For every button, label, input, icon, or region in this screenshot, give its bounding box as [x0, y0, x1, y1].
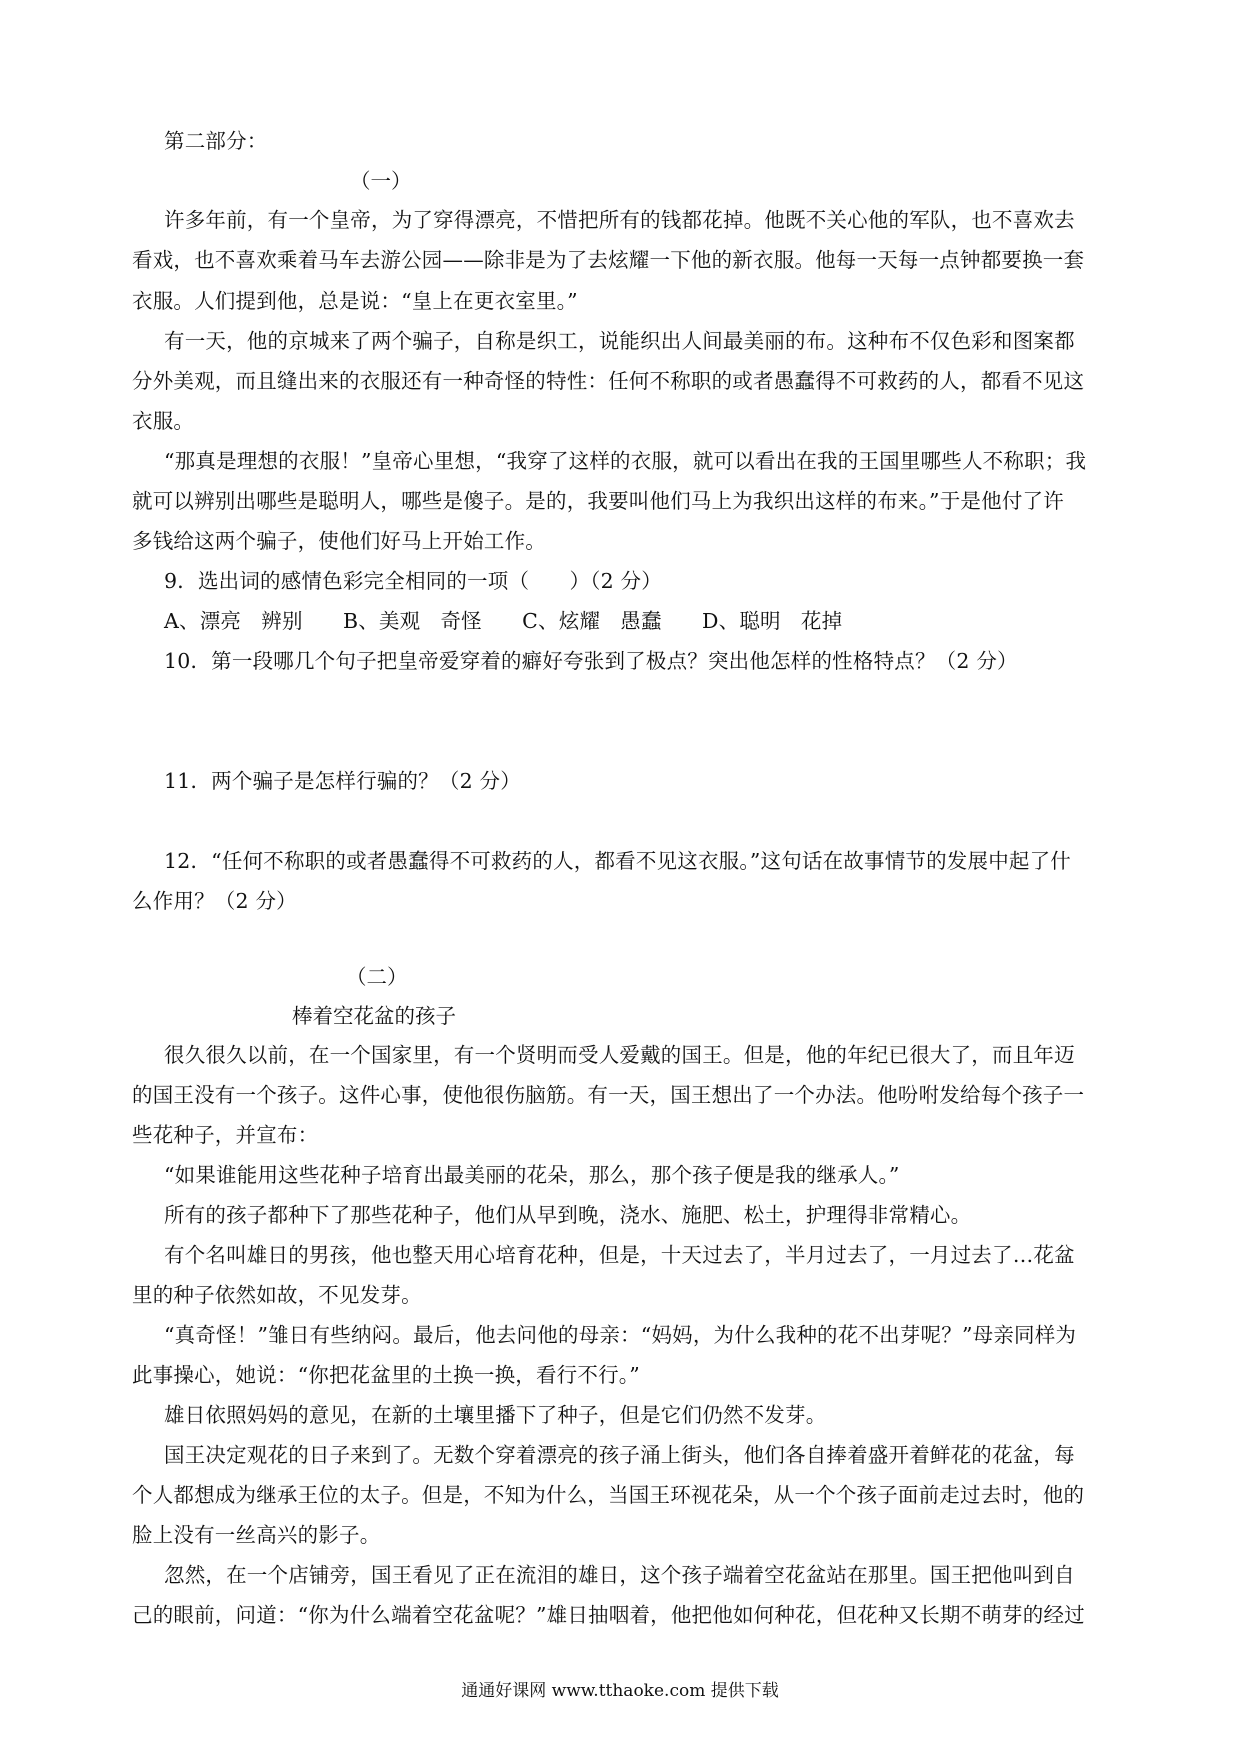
- passage-line: 雄日依照妈妈的意见，在新的土壤里播下了种子，但是它们仍然不发芽。: [164, 1403, 827, 1427]
- question-11: 11．两个骗子是怎样行骗的？（2 分）: [164, 769, 521, 793]
- passage-line: 里的种子依然如故，不见发芽。: [132, 1283, 422, 1307]
- passage-one-label: （一）: [350, 169, 412, 193]
- question-10: 10．第一段哪几个句子把皇帝爱穿着的癖好夸张到了极点？突出他怎样的性格特点？（2 分）: [164, 649, 1018, 673]
- passage-line: “那真是理想的衣服！”皇帝心里想，“我穿了这样的衣服，就可以看出在我的王国里哪些人不称职；我: [164, 449, 1087, 473]
- passage-line: 的国王没有一个孩子。这件心事，使他很伤脑筋。有一天，国王想出了一个办法。他吩咐发给每个孩子一: [132, 1083, 1085, 1107]
- passage-line: 此事操心，她说：“你把花盆里的土换一换，看行不行。”: [132, 1363, 640, 1387]
- passage-line: 许多年前，有一个皇帝，为了穿得漂亮，不惜把所有的钱都花掉。他既不关心他的军队，也不喜欢去: [164, 208, 1075, 232]
- passage-line: 些花种子，并宣布：: [132, 1123, 319, 1147]
- passage-line: 忽然，在一个店铺旁，国王看见了正在流泪的雄日，这个孩子端着空花盆站在那里。国王把他叫到自: [164, 1563, 1075, 1587]
- passage-line: 就可以辨别出哪些是聪明人，哪些是傻子。是的，我要叫他们马上为我织出这样的布来。”于是他付了许: [132, 489, 1064, 513]
- question-9-options: A、漂亮 辨别 B、美观 奇怪 C、炫耀 愚蠢 D、聪明 花掉: [164, 609, 843, 633]
- passage-line: 衣服。: [132, 409, 195, 433]
- passage-line: 很久很久以前，在一个国家里，有一个贤明而受人爱戴的国王。但是，他的年纪已很大了，而且年迈: [164, 1043, 1075, 1067]
- passage-line: 多钱给这两个骗子，使他们好马上开始工作。: [132, 529, 546, 553]
- passage-two-label: （二）: [346, 965, 408, 989]
- page-footer: 通通好课网 www.tthaoke.com 提供下载: [461, 1681, 779, 1701]
- passage-line: “真奇怪！”雏日有些纳闷。最后，他去问他的母亲：“妈妈，为什么我种的花不出芽呢？”母亲同样为: [164, 1323, 1077, 1347]
- passage-line: 衣服。人们提到他，总是说：“皇上在更衣室里。”: [132, 289, 578, 313]
- passage-line: 己的眼前，问道：“你为什么端着空花盆呢？”雄日抽咽着，他把他如何种花，但花种又长期不萌芽的经过: [132, 1603, 1085, 1627]
- question-12: 12．“任何不称职的或者愚蠢得不可救药的人，都看不见这衣服。”这句话在故事情节的发展中起了什: [164, 849, 1071, 873]
- passage-line: 所有的孩子都种下了那些花种子，他们从早到晚，浇水、施肥、松土，护理得非常精心。: [164, 1203, 972, 1227]
- passage-line: 有个名叫雄日的男孩，他也整天用心培育花种，但是，十天过去了，半月过去了，一月过去了…花盆: [164, 1243, 1075, 1267]
- passage-line: 分外美观，而且缝出来的衣服还有一种奇怪的特性：任何不称职的或者愚蠢得不可救药的人，都看不见这: [132, 369, 1085, 393]
- passage-two-title: 棒着空花盆的孩子: [292, 1004, 456, 1028]
- question-12-continued: 么作用？（2 分）: [132, 889, 297, 913]
- section-heading: 第二部分：: [164, 129, 268, 153]
- passage-line: 看戏，也不喜欢乘着马车去游公园——除非是为了去炫耀一下他的新衣服。他每一天每一点钟都要换一套: [132, 248, 1085, 272]
- passage-line: 脸上没有一丝高兴的影子。: [132, 1523, 381, 1547]
- question-9: 9．选出词的感情色彩完全相同的一项（ ）（2 分）: [164, 569, 662, 593]
- passage-line: 国王决定观花的日子来到了。无数个穿着漂亮的孩子涌上街头，他们各自捧着盛开着鲜花的花盆，每: [164, 1443, 1075, 1467]
- passage-line: 个人都想成为继承王位的太子。但是，不知为什么，当国王环视花朵，从一个个孩子面前走过去时，他的: [132, 1483, 1085, 1507]
- passage-line: “如果谁能用这些花种子培育出最美丽的花朵，那么，那个孩子便是我的继承人。”: [164, 1163, 900, 1187]
- passage-line: 有一天，他的京城来了两个骗子，自称是织工，说能织出人间最美丽的布。这种布不仅色彩和图案都: [164, 329, 1075, 353]
